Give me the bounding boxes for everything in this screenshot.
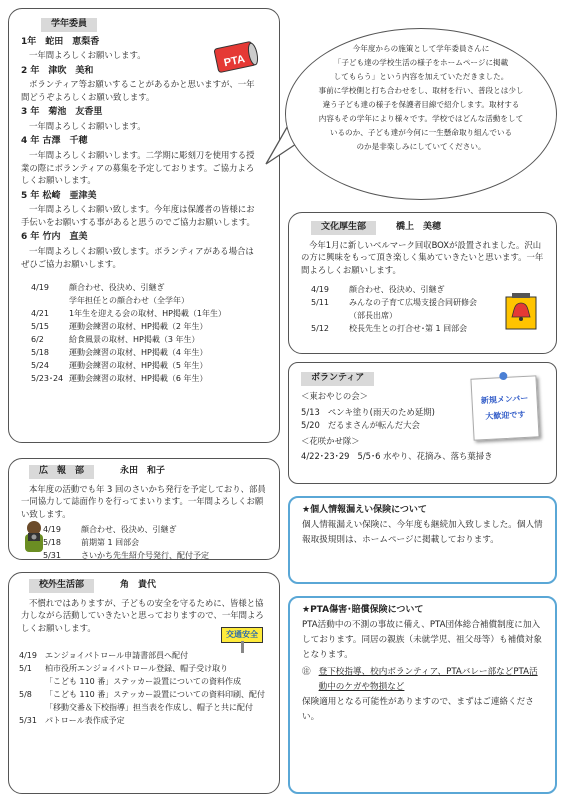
- schedule-date: [19, 702, 45, 715]
- schedule-text: 校長先生との打合せ･第 1 回部会: [349, 324, 468, 334]
- schedule-text: 「移動交番＆下校指導」担当表を作成し、帽子と共に配付: [44, 703, 253, 713]
- section-title: 校外生活部: [29, 579, 94, 593]
- schedule-date: 5/31: [43, 551, 61, 561]
- schedule-row: [19, 715, 265, 728]
- schedule-row: [31, 308, 277, 321]
- bubble-line: のか是非楽しみにしていてください。: [356, 142, 486, 152]
- schedule-date: [31, 295, 69, 308]
- schedule-date: 5/24: [31, 361, 49, 371]
- schedule-date: 5/23･24: [31, 374, 64, 384]
- schedule-row: [31, 295, 277, 308]
- shogai-title: ★PTA傷害･賠償保険について: [302, 605, 424, 615]
- schedule-row: [31, 282, 277, 295]
- schedule-row: [19, 663, 265, 676]
- kouhou-schedule: [43, 524, 223, 563]
- kojin-text: 個人情報漏えい保険に、今年度も継続加入致しました。個人情報取扱規則は、ホームページに掲載しております。: [302, 519, 543, 545]
- schedule-text: 顔合わせ、役決め、引継ぎ: [349, 285, 445, 295]
- volunteer-section: [288, 362, 557, 484]
- kouhou-section: [8, 458, 280, 560]
- section-title: ボランティア: [301, 372, 374, 386]
- caution-mark: ㊟: [302, 666, 311, 677]
- schedule-text: 給食風景の取材、HP掲載（3 年生）: [69, 335, 200, 345]
- schedule-row: [311, 284, 501, 297]
- schedule-text: パトロール表作成予定: [44, 716, 125, 726]
- traffic-safety-label: 交通安全: [226, 630, 258, 639]
- volunteer-text: だるまさんが転んだ大会: [327, 419, 420, 430]
- schedule-row: [43, 524, 223, 537]
- schedule-text: 運動会練習の取材、HP掲載（2 年生）: [69, 322, 208, 332]
- shogai-section: [288, 596, 557, 794]
- volunteer-text: ペンキ塗り(雨天のため延期): [327, 407, 435, 418]
- volunteer-text: 5/5･6 水やり、花摘み、落ち葉掃き: [357, 450, 493, 461]
- shogai-text1: PTA活動中の不測の事故に備え、PTA団体総合補償制度に加入しております。同居の親族（未就学児、祖父母等）も補償対象となります。: [302, 619, 542, 660]
- schedule-text: 「こども 110 番」ステッカー設置についての資料作成: [44, 677, 241, 687]
- shogai-text2: 登下校指導、校内ボランティア、PTAバレー部などPTA活動中のケガや物損など: [318, 666, 538, 692]
- schedule-date: 4/19: [311, 285, 329, 295]
- member-name: 5 年 松崎 亜津美: [21, 190, 97, 201]
- schedule-row: [43, 550, 223, 563]
- bubble-line: 内容もその学年により様々です。学校ではどんな活動をして: [318, 114, 524, 124]
- section-title: 文化厚生部: [311, 221, 376, 235]
- schedule-date: 6/2: [31, 335, 44, 345]
- bubble-line: してもらう」という内容を加えていただきました。: [333, 72, 509, 82]
- camera-person-icon: [19, 519, 49, 559]
- schedule-row: [19, 702, 265, 715]
- member-name: 4 年 古澤 千穂: [21, 136, 88, 147]
- bubble-line: 事前に学校側と打ち合わせをし、取材を行い、普段とは少し: [318, 86, 524, 96]
- kougai-name: 角 貴代: [120, 580, 157, 590]
- schedule-row: [31, 373, 277, 386]
- schedule-text: 運動会練習の取材、HP掲載（4 年生）: [69, 348, 208, 358]
- kojin-title: ★個人情報漏えい保険について: [302, 505, 427, 515]
- schedule-date: 4/21: [31, 309, 49, 319]
- volunteer-date: 4/22･23･29: [301, 450, 350, 461]
- kougai-text: 不慣れではありますが、子どもの安全を守るために、皆様と協力しながら活動していきたいと思っておりますので、一年間よろしくお願いします。: [21, 597, 264, 633]
- bunka-text: 今年1月に新しいベルマーク回収BOXが設置されました。沢山の方に興味をもって頂き楽しく集めていきたいと思います。一年間よろしくお願いします。: [301, 239, 544, 275]
- schedule-row: [43, 537, 223, 550]
- schedule-row: [31, 360, 277, 373]
- schedule-date: 5/15: [31, 322, 49, 332]
- bubble-text: [300, 42, 542, 154]
- pta-can-icon: [211, 37, 261, 77]
- bubble-line: 今年度からの施策として学年委員さんに: [352, 44, 490, 53]
- member-name: 2 年 津吹 美和: [21, 65, 94, 76]
- gakunen-schedule: [31, 282, 277, 386]
- schedule-date: 5/18: [31, 348, 49, 358]
- section-title: 学年委員: [41, 18, 97, 32]
- schedule-text: （部長出席）: [349, 311, 397, 321]
- bubble-line: いるのか、子ども達が今何に一生懸命取り組んでいる: [329, 128, 513, 138]
- schedule-row: [19, 689, 265, 702]
- schedule-text: 「こども 110 番」ステッカー設置についての資料印刷、配付: [44, 690, 265, 700]
- schedule-text: 運動会練習の取材、HP掲載（6 年生）: [69, 374, 208, 384]
- bunka-schedule: [311, 284, 501, 336]
- member-text: 一年間よろしくお願いします。二学期に彫刻刀を使用する授業の際にボランティアの募集を予定しております。ご協力よろしくお願いします。: [21, 149, 255, 186]
- schedule-date: 4/19: [19, 651, 37, 661]
- member-name: 6 年 竹内 直美: [21, 232, 88, 243]
- kouhou-name: 永田 和子: [120, 466, 166, 476]
- schedule-text: さいかち先生紹介号発行、配付予定: [81, 551, 209, 561]
- schedule-date: [19, 676, 45, 689]
- recruit-line1: 新規メンバー: [480, 393, 529, 406]
- schedule-text: 運動会練習の取材、HP掲載（5 年生）: [69, 361, 208, 371]
- schedule-date: 5/11: [311, 298, 329, 308]
- shogai-text3: 保険適用となる可能性がありますので、まずはご連絡ください。: [302, 696, 534, 722]
- schedule-row: [311, 323, 501, 336]
- schedule-date: 5/1: [19, 664, 32, 674]
- member-text: ボランティア等お願いすることがあるかと思いますが、一年間どうぞよろしくお願い致します。: [21, 79, 255, 102]
- schedule-row: [311, 310, 501, 323]
- bubble-line: 「子ども達の学校生活の様子をホームページに掲載: [333, 58, 509, 68]
- volunteer-item: [301, 450, 544, 463]
- kojin-section: [288, 496, 557, 584]
- schedule-row: [19, 676, 265, 689]
- recruit-note: [470, 375, 539, 440]
- member-text: 一年間よろしくお願いします。: [29, 50, 146, 60]
- schedule-date: 4/19: [43, 525, 61, 535]
- schedule-date: 4/19: [31, 283, 49, 293]
- member-name: 1年 蛇田 恵梨香: [21, 36, 100, 47]
- volunteer-date: 5/13: [301, 407, 320, 418]
- schedule-date: [311, 310, 349, 323]
- schedule-text: エンジョイパトロール申請書部員へ配付: [44, 651, 189, 661]
- schedule-date: 5/12: [311, 324, 329, 334]
- schedule-row: [31, 334, 277, 347]
- bunka-name: 橋上 美穂: [396, 222, 442, 232]
- bellmark-box-icon: [500, 281, 542, 337]
- schedule-text: みんなの子育て広場支援合同研修会: [349, 298, 477, 308]
- pin-icon: [499, 372, 507, 380]
- gakunen-section: [8, 8, 280, 443]
- pta-label: PTA: [222, 53, 247, 70]
- kouhou-text: 本年度の活動でも年 3 回のさいかち発行を予定しており、部員一同協力して誌面作りを行ってまいります。一年間よろしくお願い致します。: [21, 483, 266, 519]
- volunteer-sub1: ＜東おやじの会＞: [301, 390, 368, 401]
- schedule-row: [31, 347, 277, 360]
- bubble-line: 違う子ども達の様子を保護者目線で紹介します。取材する: [322, 100, 520, 110]
- member-text: 一年間よろしくお願いします。: [29, 120, 146, 131]
- member-text: 一年間よろしくお願い致します。今年度は保護者の皆様にお手伝いをお願いする事があると思うのでご協力お願いします。: [21, 204, 255, 227]
- schedule-text: 前期第 1 回部会: [81, 538, 140, 548]
- bunka-section: [288, 212, 557, 354]
- schedule-text: 学年担任との顔合わせ（全学年）: [69, 296, 189, 306]
- kougai-section: [8, 572, 280, 794]
- schedule-date: 5/18: [43, 538, 61, 548]
- schedule-row: [311, 297, 501, 310]
- schedule-text: 顔合わせ、役決め、引継ぎ: [69, 283, 165, 293]
- member-name: 3 年 菊池 友香里: [21, 107, 103, 118]
- schedule-text: 柏市役所エンジョイパトロール登録、帽子受け取り: [44, 664, 229, 674]
- kougai-schedule: [19, 650, 265, 728]
- schedule-text: 1年生を迎える会の取材、HP掲載（1年生）: [69, 309, 227, 319]
- recruit-line2: 大歓迎です: [485, 409, 526, 422]
- sign-pole: [241, 641, 244, 653]
- schedule-text: 顔合わせ、役決め、引継ぎ: [81, 525, 177, 535]
- schedule-date: 5/31: [19, 716, 37, 726]
- schedule-row: [31, 321, 277, 334]
- volunteer-date: 5/20: [301, 419, 320, 430]
- volunteer-sub2: ＜花咲かせ隊＞: [301, 436, 360, 447]
- section-title: 広 報 部: [29, 465, 94, 479]
- volunteer-list-2: [301, 450, 544, 463]
- schedule-row: [19, 650, 265, 663]
- schedule-date: 5/8: [19, 690, 32, 700]
- member-text: 一年間よろしくお願い致します。ボランティアがある場合はぜひご協力お願いします。: [21, 245, 254, 269]
